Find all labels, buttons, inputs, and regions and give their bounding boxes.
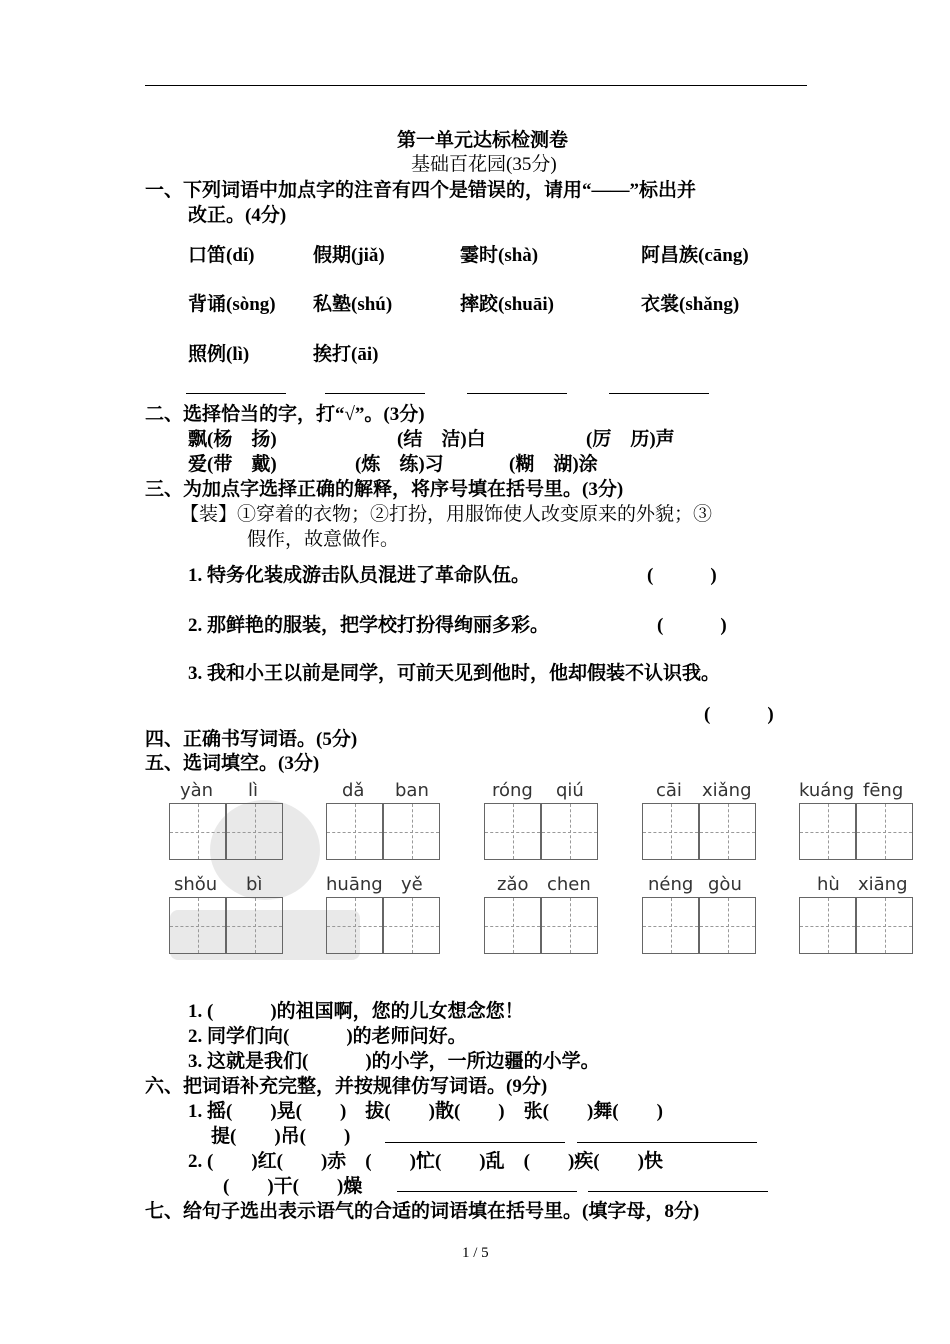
word-item: 私塾(shú) [313, 294, 393, 315]
writing-box[interactable] [541, 803, 598, 860]
word-item: 照例(lì) [188, 344, 250, 365]
word-item: 衣裳(shǎng) [641, 294, 740, 315]
choice-item[interactable]: (厉 历)声 [586, 429, 675, 450]
pinyin-label: cāi [656, 780, 682, 801]
pinyin-label: ban [395, 780, 429, 801]
pinyin-label: hù [817, 874, 840, 895]
pinyin-label: qiú [556, 780, 584, 801]
writing-box[interactable] [169, 803, 226, 860]
choice-item[interactable]: 飘(杨 扬) [188, 429, 277, 450]
choice-item[interactable]: (炼 练)习 [355, 454, 444, 475]
answer-paren[interactable]: ( ) [647, 565, 717, 586]
definition-text-cont: 假作，故意做作。 [247, 529, 400, 550]
pinyin-label: yě [401, 874, 423, 895]
pinyin-label: fēng [863, 780, 904, 801]
section-1-heading: 一、下列词语中加点字的注音有四个是错误的，请用“——”标出并 [145, 180, 697, 201]
page-title: 第一单元达标检测卷 [397, 130, 569, 151]
writing-box[interactable] [169, 897, 226, 954]
pinyin-label: shǒu [174, 874, 218, 895]
answer-blank[interactable] [609, 393, 709, 394]
pinyin-label: zǎo [497, 874, 529, 895]
writing-box[interactable] [699, 803, 756, 860]
answer-blank[interactable] [397, 1191, 577, 1192]
word-item: 假期(jiǎ) [313, 245, 385, 266]
pinyin-label: yàn [180, 780, 214, 801]
writing-box[interactable] [699, 897, 756, 954]
writing-box[interactable] [383, 897, 440, 954]
writing-box[interactable] [642, 897, 699, 954]
writing-box[interactable] [383, 803, 440, 860]
answer-blank[interactable] [186, 393, 286, 394]
complete-words-row: 提( )吊( ) [211, 1126, 351, 1147]
writing-box[interactable] [484, 803, 541, 860]
answer-paren[interactable]: ( ) [704, 704, 774, 725]
writing-box[interactable] [642, 803, 699, 860]
definition-text: 【装】①穿着的衣物；②打扮，用服饰使人改变原来的外貌；③ [180, 504, 713, 525]
pinyin-label: lì [248, 780, 259, 801]
writing-box[interactable] [799, 803, 856, 860]
answer-blank[interactable] [325, 393, 425, 394]
writing-box[interactable] [226, 897, 283, 954]
choice-item[interactable]: 爱(带 戴) [188, 454, 277, 475]
writing-box[interactable] [326, 803, 383, 860]
section-5-heading: 五、选词填空。(3分) [145, 753, 320, 774]
pinyin-label: róng [492, 780, 533, 801]
pinyin-label: bì [246, 874, 263, 895]
answer-blank[interactable] [588, 1191, 768, 1192]
fill-question-3: 3. 这就是我们( )的小学，一所边疆的小学。 [188, 1051, 600, 1072]
writing-box[interactable] [856, 897, 913, 954]
complete-words-row: 2. ( )红( )赤 ( )忙( )乱 ( )疾( )快 [188, 1151, 663, 1172]
section-7-heading: 七、给句子选出表示语气的合适的词语填在括号里。(填字母，8分) [145, 1201, 700, 1222]
pinyin-label: kuáng [799, 780, 855, 801]
word-item: 挨打(āi) [313, 344, 379, 365]
section-2-heading: 二、选择恰当的字，打“√”。(3分) [145, 404, 425, 425]
writing-box[interactable] [856, 803, 913, 860]
writing-box[interactable] [799, 897, 856, 954]
writing-box[interactable] [541, 897, 598, 954]
word-item: 摔跤(shuāi) [460, 294, 554, 315]
fill-question-1: 1. ( )的祖国啊，您的儿女想念您！ [188, 1001, 524, 1022]
word-item: 背诵(sòng) [188, 294, 276, 315]
section-3-heading: 三、为加点字选择正确的解释，将序号填在括号里。(3分) [145, 479, 624, 500]
section-1-heading-cont: 改正。(4分) [188, 205, 287, 226]
complete-words-row: ( )干( )燥 [223, 1176, 363, 1197]
complete-words-row: 1. 摇( )晃( ) 拔( )散( ) 张( )舞( ) [188, 1101, 663, 1122]
question-3: 3. 我和小王以前是同学，可前天见到他时，他却假装不认识我。 [188, 663, 721, 684]
question-2: 2. 那鲜艳的服装，把学校打扮得绚丽多彩。 [188, 615, 550, 636]
pinyin-label: dǎ [342, 780, 365, 801]
question-1: 1. 特务化装成游击队员混进了革命队伍。 [188, 565, 531, 586]
header-rule [145, 85, 807, 86]
pinyin-label: gòu [708, 874, 742, 895]
section-4-heading: 四、正确书写词语。(5分) [145, 729, 358, 750]
answer-blank[interactable] [467, 393, 567, 394]
writing-box[interactable] [326, 897, 383, 954]
pinyin-label: xiāng [858, 874, 908, 895]
pinyin-label: néng [648, 874, 694, 895]
word-item: 霎时(shà) [460, 245, 539, 266]
choice-item[interactable]: (糊 湖)涂 [509, 454, 598, 475]
pinyin-label: xiǎng [702, 780, 752, 801]
answer-paren[interactable]: ( ) [657, 615, 727, 636]
answer-blank[interactable] [577, 1142, 757, 1143]
choice-item[interactable]: (结 洁)白 [397, 429, 486, 450]
pinyin-label: chen [547, 874, 591, 895]
writing-box[interactable] [484, 897, 541, 954]
pinyin-label: huāng [326, 874, 383, 895]
page-number: 1 / 5 [462, 1245, 489, 1261]
answer-blank[interactable] [385, 1142, 565, 1143]
writing-box[interactable] [226, 803, 283, 860]
section-6-heading: 六、把词语补充完整，并按规律仿写词语。(9分) [145, 1076, 548, 1097]
section-subtitle: 基础百花园(35分) [411, 154, 557, 175]
word-item: 阿昌族(cāng) [641, 245, 749, 266]
fill-question-2: 2. 同学们向( )的老师问好。 [188, 1026, 467, 1047]
word-item: 口笛(dí) [188, 245, 255, 266]
